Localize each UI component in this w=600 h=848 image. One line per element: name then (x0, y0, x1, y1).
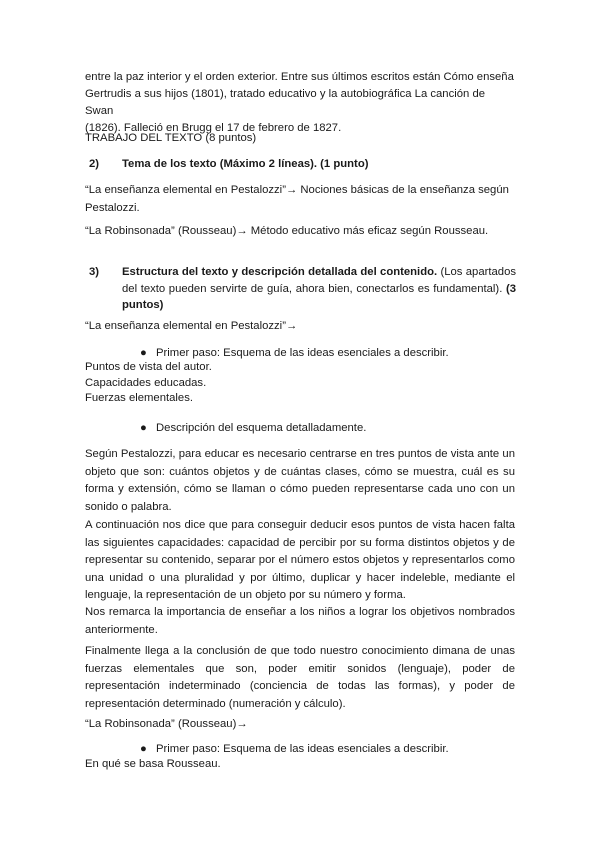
paragraph-3: Nos remarca la importancia de enseñar a los niños a lograr los objetivos nombrados anteriormente. (85, 606, 515, 636)
item-2-text: Tema de los texto (Máximo 2 líneas). (1 punto) (122, 158, 369, 170)
intro-line-3: (1826). Falleció en Brugg el 17 de febrero de 1827. (85, 122, 342, 134)
item-3-heading (88, 264, 517, 314)
paragraph-4: Finalmente llega a la conclusión de que todo nuestro conocimiento dimana de unas fuerzas elementales que son, poder emitir sonidos (lenguaje), poder de representación indeterminado (conciencia de todas las formas), y poder de representación determinado (numeración y cálculo). (85, 645, 515, 710)
intro-paragraph (85, 69, 515, 137)
bullet-2-text: Descripción del esquema detalladamente. (156, 422, 367, 434)
tema-rousseau: “La Robinsonada” (Rousseau)→ Método educativo más eficaz según Rousseau. (85, 225, 489, 237)
scheme-line-2: Capacidades educadas. (85, 376, 207, 389)
intro-line-1: entre la paz interior y el orden exterior. Entre sus últimos escritos están Cómo enseña (85, 71, 514, 83)
item-3-normal-text: (Los apartados del texto pueden servirte de guía, ahora bien, conectarlos es fundamental). (122, 266, 517, 295)
bullet-item-2 (140, 420, 366, 437)
rousseau-line: En qué se basa Rousseau. (85, 758, 221, 770)
item-3-number: 3) (88, 266, 99, 278)
bullet-dot-icon: ● (140, 743, 147, 755)
tema-pestalozzi: “La enseñanza elemental en Pestalozzi”→ Nociones básicas de la enseñanza según Pestalozzi. (85, 184, 509, 214)
paragraph-2: A continuación nos dice que para conseguir deducir esos puntos de vista hacen falta las siguientes capacidades: capacidad de percibir por su forma distintos objetos y de representar su contenido, separar por el número estos objetos y representarlos como una unidad o una pluralidad y por último, duplicar y hacer indeleble, mediante el lenguaje, la representación de un objeto por su número y forma. (85, 519, 515, 601)
item-3-points: (3 puntos) (122, 282, 517, 311)
bullet-1-text: Primer paso: Esquema de las ideas esenciales a describir. (156, 347, 449, 359)
trabajo-heading: TRABAJO DEL TEXTO (8 puntos) (85, 132, 257, 144)
item-3-bold-text: Estructura del texto y descripción detallada del contenido. (122, 266, 438, 278)
bullet-item-3 (140, 741, 449, 758)
item-2-heading (88, 156, 516, 173)
bullet-dot-icon: ● (140, 422, 147, 434)
scheme-line-3: Fuerzas elementales. (85, 392, 193, 404)
scheme-line-1: Puntos de vista del autor. (85, 361, 212, 373)
paragraph-1: Según Pestalozzi, para educar es necesario centrarse en tres puntos de vista ante un objeto que son: cuántos objetos y de cuántas clases, cómo se muestra, cuál es su forma y extensión, cómo se llaman o cómo pueden representarse cada uno con un sonido o palabra. (85, 448, 515, 513)
item-2-number: 2) (88, 158, 99, 170)
rousseau-label: “La Robinsonada” (Rousseau)→ (85, 718, 248, 730)
bullet-dot-icon: ● (140, 347, 147, 359)
scheme-list (85, 360, 212, 407)
bullet-3-text: Primer paso: Esquema de las ideas esenciales a describir. (156, 743, 449, 755)
intro-line-2: Gertrudis a sus hijos (1801), tratado educativo y la autobiográfica La canción de Swan (85, 88, 486, 117)
pestalozzi-label: “La enseñanza elemental en Pestalozzi”→ (85, 320, 298, 332)
